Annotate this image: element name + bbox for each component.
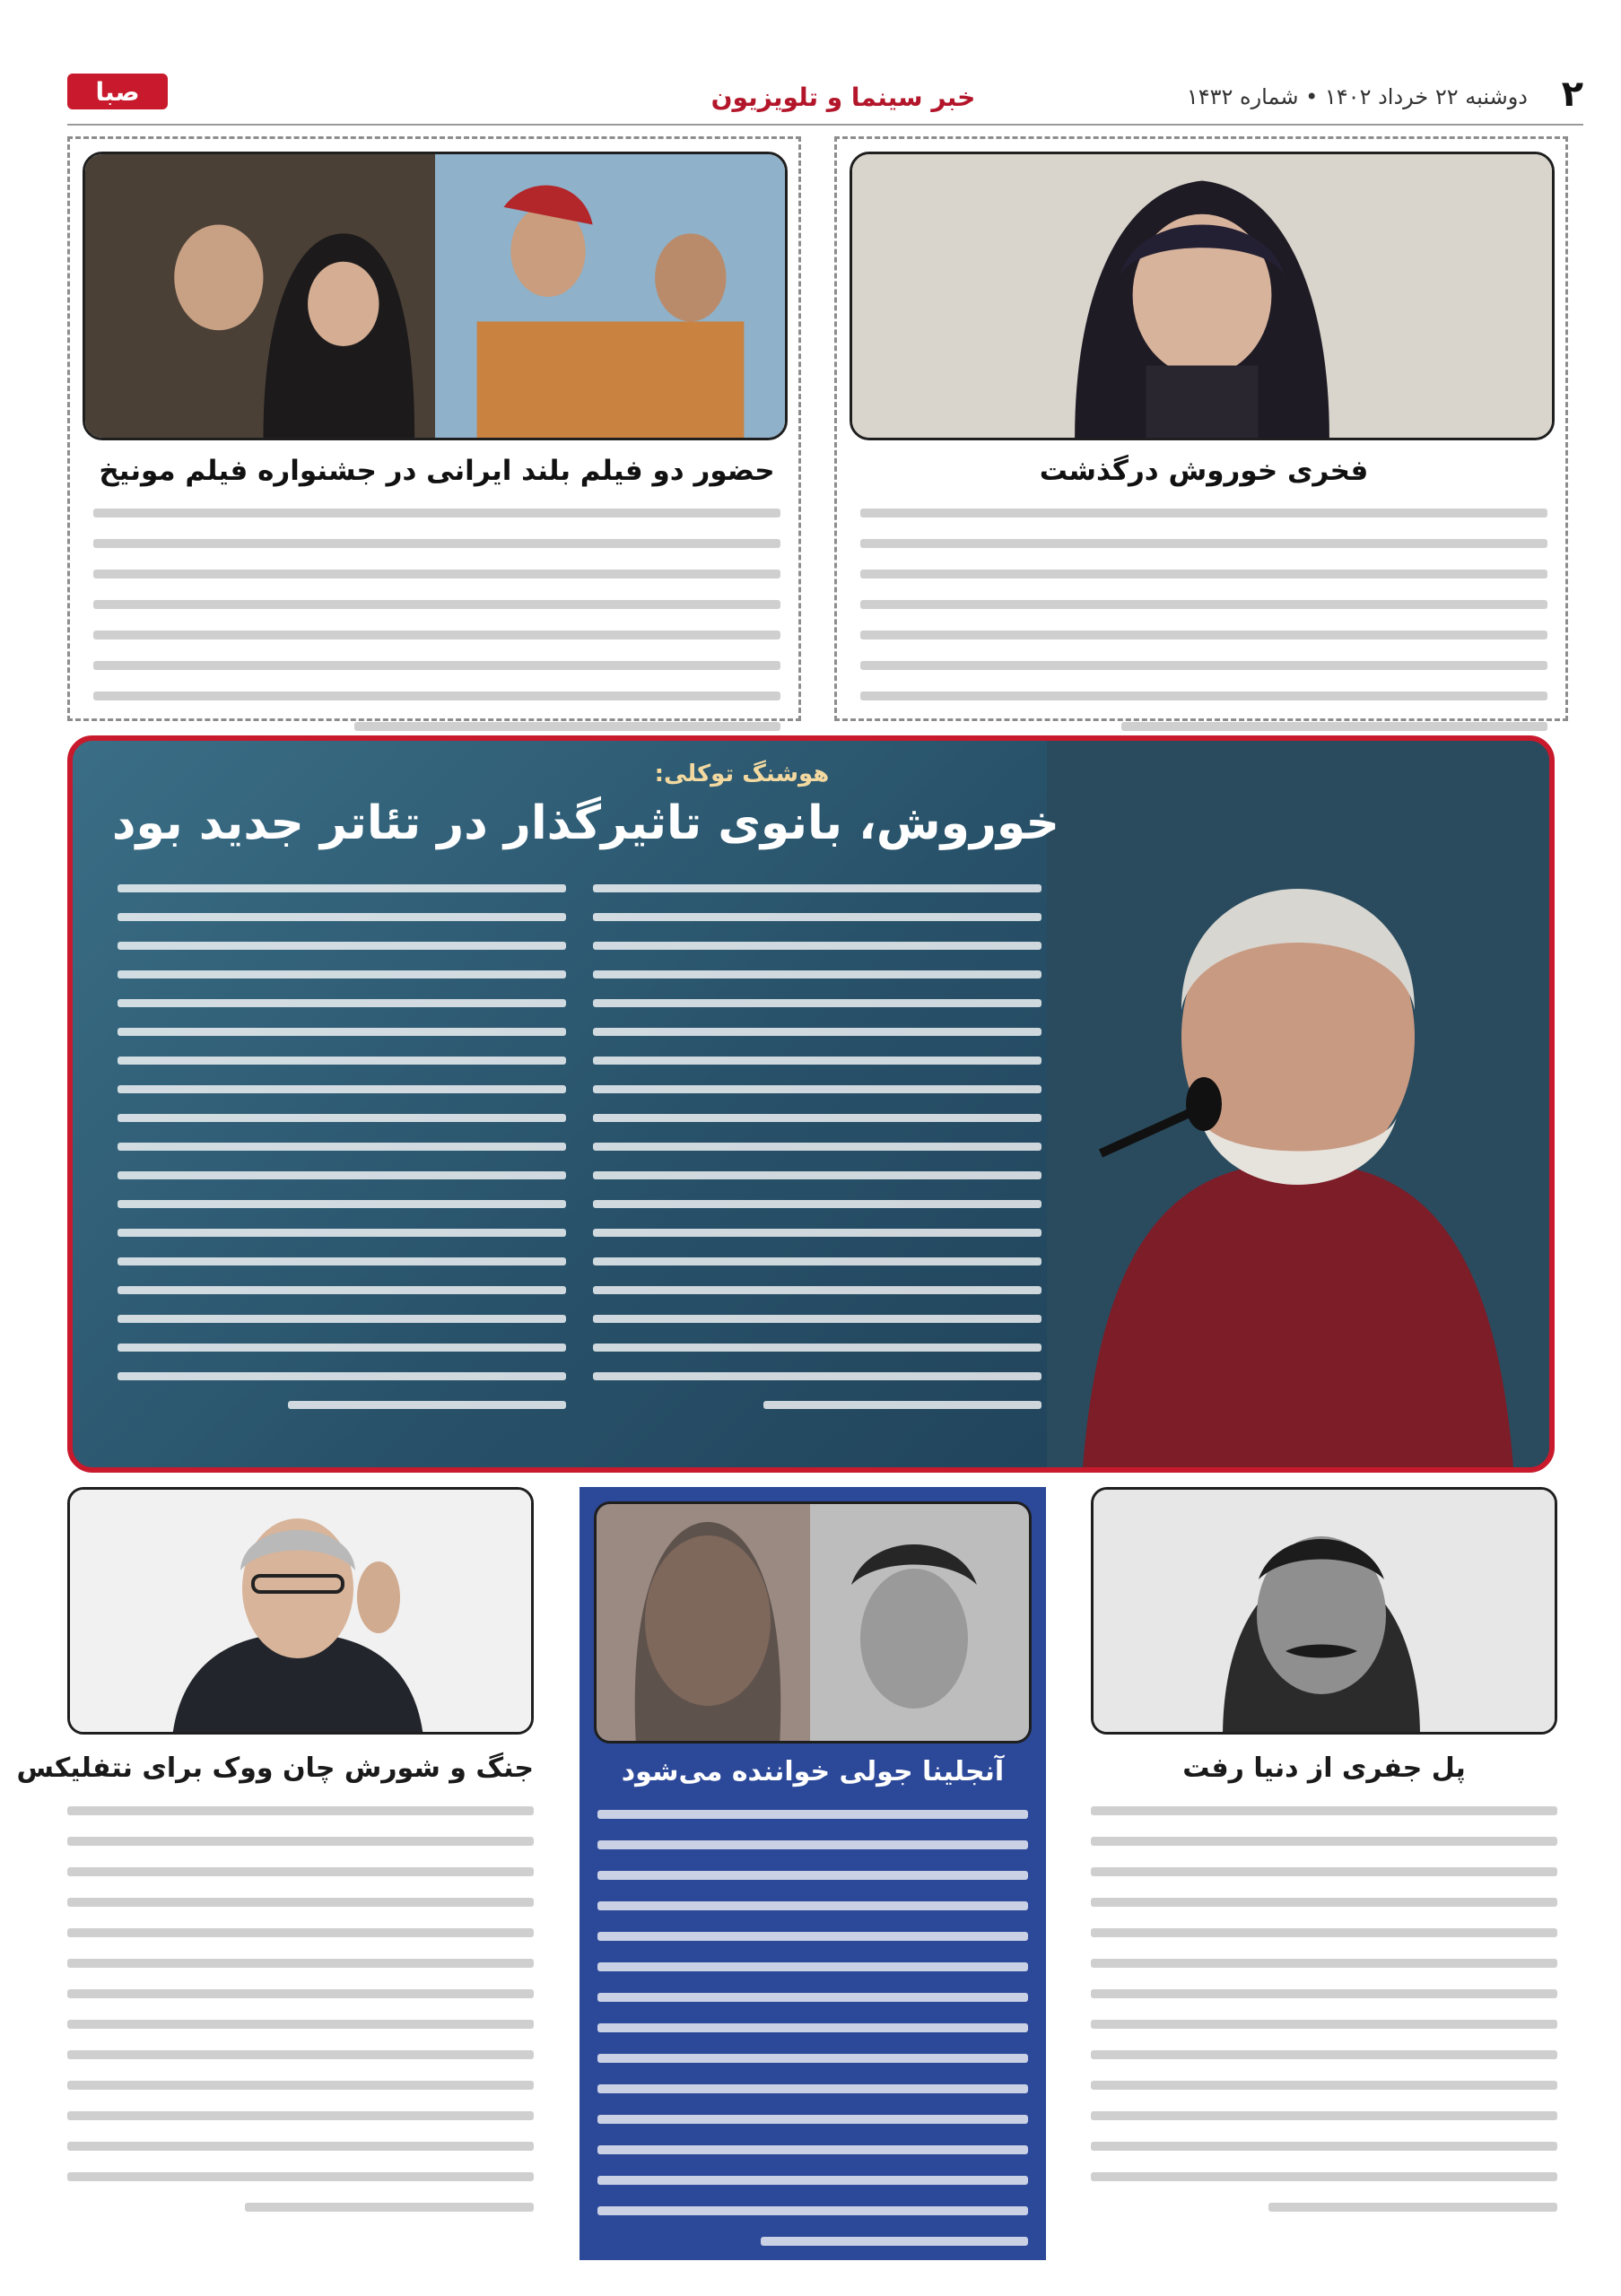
article-headline: آنجلینا جولی خواننده می‌شود [621,1756,1005,1787]
svg-text:صبا: صبا [95,77,140,107]
feature-column-left [118,884,566,1440]
story-headline: فخری خوروش درگذشت [1039,455,1369,487]
newspaper-logo [67,68,168,115]
story-body [93,509,780,752]
feature-kicker: هوشنگ توکلی: [654,761,830,787]
story-munich-festival [67,136,801,721]
article-headline: جنگ و شورش چان ووک برای نتفلیکس [16,1752,534,1784]
story-headline: حضور دو فیلم بلند ایرانی در جشنواره فیلم مونیخ [99,455,775,487]
story-photo [83,152,788,440]
feature-column-right [593,884,1041,1440]
article-angelina-jolie [580,1487,1046,2260]
feature-photo-speaker [1047,741,1549,1467]
feature-article [67,735,1555,1473]
article-photo [1091,1487,1557,1735]
article-body [597,1810,1028,2267]
story-body [860,509,1547,752]
story-fakhri-khorvash [834,136,1568,721]
issue-date: دوشنبه ۲۲ خرداد ۱۴۰۲ • شماره ۱۴۳۲ [1186,84,1528,109]
article-photo [594,1501,1032,1744]
page-number: ۲ [1561,74,1583,115]
article-paul-jeffrey [1091,1487,1557,2260]
article-park-chan-wook [16,1487,534,2260]
article-photo [67,1487,534,1735]
article-headline: پل جفری از دنیا رفت [1182,1752,1466,1784]
section-title: خبر سینما و تلویزیون [710,83,976,112]
story-photo [850,152,1555,440]
page-header [67,63,1583,126]
article-body [1091,1806,1557,2233]
article-body [67,1806,534,2233]
feature-title: خوروش، بانوی تاثیرگذار در تئاتر جدید بود [111,796,1059,850]
